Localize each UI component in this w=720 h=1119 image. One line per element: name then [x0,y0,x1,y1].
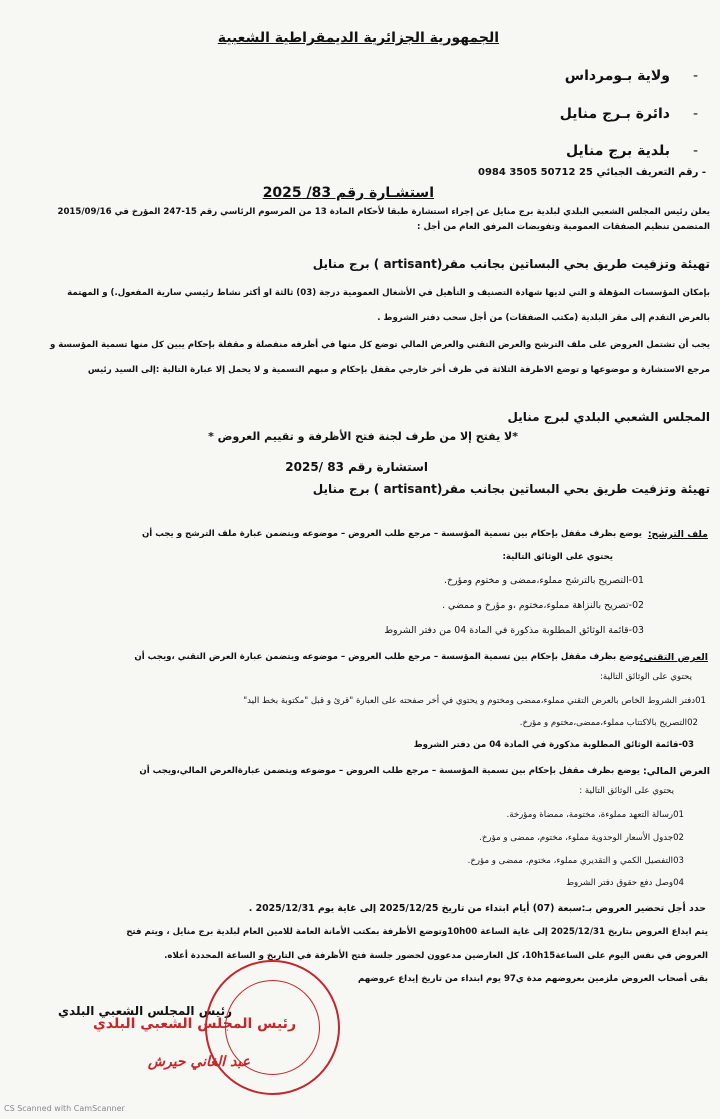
technical-heading: العرض التقني: [639,652,708,663]
intro-line-1: يعلن رئيس المجلس الشعبي البلدي لبلدية برج منايل عن إجراء استشارة طبقا لأحكام المادة 13 من المرسوم الرئاسي رقم 15-247 المؤرخ في 2015/09/16 [57,207,710,217]
tax-id: - رقم التعريف الجبائي 25 50712 3505 0984 [478,167,706,178]
financial-intro: يحتوي على الوثائق التالية : [579,786,674,796]
eligibility-line-1: بإمكان المؤسسات المؤهلة و التي لديها شهادة التصنيف و التأهيل في الأشغال العمومية درجة (03) ثالثة او أكثر نشاط رئيسي سارية المفعول.) و المهتمة [67,288,710,298]
candidacy-item: 03-قائمة الوثائق المطلوبة مذكورة في المادة 04 من دفتر الشروط [384,625,644,636]
consultation-title-2: استشارة رقم 83 /2025 [285,460,428,474]
technical-intro: يحتوي على الوثائق التالية: [600,672,692,682]
project-title-2: تهيئة وتزفيت طريق بحي البساتين بجانب مقر(artisant ) برج منايل [312,482,710,496]
must-line-1: يجب أن تشتمل العروض على ملف الترشح والعرض التقني والعرض المالي توضع كل منها في أظرفه منفصلة و مقفلة بإحكام يبين كل منها تسمية المؤسسة و [49,340,710,350]
bullet: - [692,143,698,159]
financial-item: 03التفصيل الكمي و التقديري مملوء، مختوم، ممضى و مؤرخ. [467,856,684,866]
candidacy-text: يوضع بظرف مقفل بإحكام بين تسمية المؤسسة – مرجع طلب العروض – موضوعه ويتضمن عبارة ملف الترشح و يجب أن [141,529,642,539]
candidacy-item: 02-تصريح بالنزاهة مملوء،مختوم ،و مؤرخ و ممضي . [442,600,644,611]
financial-heading: العرض المالي: [642,766,710,777]
scanner-watermark: CS Scanned with CamScanner [4,1104,125,1113]
must-line-2: مرجع الاستشارة و موضوعها و توضع الاظرفة الثلاثة في ظرف أخر خارجي مقفل بإحكام و مبهم التسمية و لا يحمل إلا عبارة التالية :إلى السيد رئيس [87,365,710,375]
bullet: - [692,68,698,84]
republic-heading: الجمهورية الجزائرية الديمقراطية الشعبية [217,30,499,46]
technical-item: 03-قائمة الوثائق المطلوبة مذكورة في المادة 04 من دفتر الشروط [413,740,694,750]
intro-line-2: المتضمن تنظيم الصفقات العمومية وتفويضات المرفق العام من أجل : [417,222,710,232]
financial-item: 01رسالة التعهد مملوءة، مختومة، ممضاة ومؤرخة. [506,810,684,820]
project-title: تهيئة وتزفيت طريق بحي البساتين بجانب مقر(artisant ) برج منايل [312,257,710,271]
financial-item: 04وصل دفع حقوق دفتر الشروط [566,878,684,888]
technical-item: 02التصريح بالاكتتاب مملوء،ممضى،مختوم و مؤرخ. [519,718,698,728]
candidacy-heading: ملف الترشح: [647,529,708,540]
deadline-text: حدد أجل تحضير العروض بـ:سبعة (07) أيام ابتداء من تاريخ 2025/12/25 إلى غاية يوم 2025/12/31 . [248,903,706,914]
daira-name: دائرة بـرج منايل [559,106,670,122]
eligibility-line-2: بالعرض التقدم إلى مقر البلدية (مكتب الصفقات) من أجل سحب دفتر الشروط . [377,313,710,323]
signatory-name: عبد الغاني حيرش [147,1054,250,1070]
confidential-notice: *لا يفتح إلا من طرف لجنة فتح الأظرفة و تقييم العروض * [208,430,518,443]
candidacy-intro: يحتوي على الوثائق التالية: [502,552,613,562]
deposit-line-1: يتم ايداع العروض بتاريخ 2025/12/31 إلى غاية الساعة 10h00وتوضع الأظرفة بمكتب الأمانة العامة للامين العام لبلدية برج منايل ، ويتم فتح [126,927,708,937]
technical-text: يوضع بظرف مقفل بإحكام بين تسمية المؤسسة – مرجع طلب العروض – موضوعه ويتضمن عبارة العرض التقني ،ويجب أن [134,652,642,662]
commune-name: بلدية برج منايل [565,143,670,159]
technical-item: 01دفتر الشروط الخاص بالعرض التقني مملوء،ممضى ومختوم و يحتوي في أخر صفحته على العبارة "قرئ و قبل "مكتوبة بخط اليد" [243,696,706,706]
candidacy-item: 01-التصريح بالترشح مملوء،ممضى و مختوم ومؤرخ. [444,575,644,586]
wilaya-name: ولاية بـومرداس [564,68,670,84]
addressee: المجلس الشعبي البلدي لبرج منايل [507,410,710,424]
consultation-title: استشـارة رقم 83/ 2025 [262,185,434,201]
bullet: - [692,106,698,122]
deposit-line-2: العروض في نفس اليوم على الساعة10h15، كل العارضين مدعوون لحضور جلسة فتح الأظرفة في التاريخ و الساعة المحددة أعلاه. [164,951,708,961]
signatory-title: رئيس المجلس الشعبي البلدي [58,1004,232,1018]
stamp-title: رئيس المجلس الشعبي البلدي [93,1016,296,1032]
financial-text: يوضع بظرف مقفل بإحكام بين تسمية المؤسسة – مرجع طلب العروض – موضوعه ويتضمن عبارةالعرض المالي،ويجب أن [139,766,640,776]
validity-text: بقى أصحاب العروض ملزمين بعروضهم مدة ي97 يوم ابتداء من تاريخ إيداع عروضهم [357,974,708,984]
financial-item: 02جدول الأسعار الوحدوية مملوء، مختوم، ممضى و مؤرخ. [479,833,684,843]
